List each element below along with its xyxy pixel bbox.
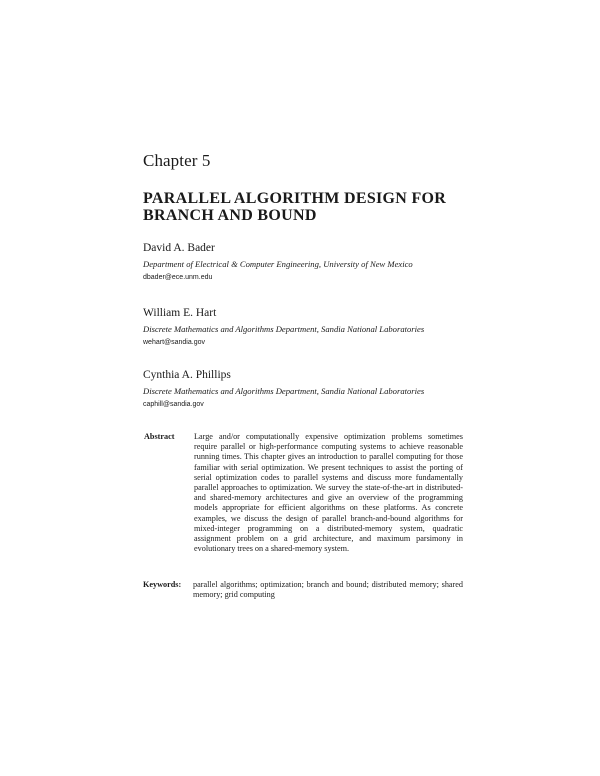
- author-email: caphill@sandia.gov: [143, 401, 204, 408]
- chapter-title-line: PARALLEL ALGORITHM DESIGN FOR: [143, 190, 447, 207]
- author-block: [143, 241, 503, 283]
- author-name: David A. Bader: [143, 242, 215, 254]
- author-name: William E. Hart: [143, 307, 217, 319]
- chapter-title: [143, 190, 473, 224]
- keywords-section: [143, 580, 463, 600]
- chapter-title-line: BRANCH AND BOUND: [143, 207, 317, 224]
- abstract-label: Abstract: [144, 432, 175, 441]
- abstract-section: [143, 432, 463, 554]
- author-affiliation: Department of Electrical & Computer Engineering, University of New Mexico: [143, 259, 413, 269]
- author-email: dbader@ece.unm.edu: [143, 274, 213, 281]
- abstract-text: Large and/or computationally expensive optimization problems sometimes require parallel or high-performance computing systems to achieve reasonable running times. This chapter gives an introduction to parallel computing for those familiar with serial optimization. We present techniques to assist the porting of serial optimization codes to parallel systems and discuss more fundamentally parallel approaches to optimization. We survey the state-of-the-art in distributed- and shared-memory architectures and give an overview of the programming models appropriate for efficient algorithms on these platforms. As concrete examples, we discuss the design of parallel branch-and-bound algorithms for mixed-integer programming on a distributed-memory system, quadratic assignment problem on a grid architecture, and maximum parsimony in evolutionary trees on a shared-memory system.: [194, 432, 463, 554]
- author-block: [143, 368, 503, 410]
- author-affiliation: Discrete Mathematics and Algorithms Department, Sandia National Laboratories: [143, 324, 425, 334]
- author-block: [143, 306, 503, 348]
- keywords-text: parallel algorithms; optimization; branch and bound; distributed memory; shared memory; grid computing: [193, 580, 463, 600]
- keywords-label: Keywords:: [143, 580, 182, 589]
- author-affiliation: Discrete Mathematics and Algorithms Department, Sandia National Laboratories: [143, 386, 425, 396]
- author-name: Cynthia A. Phillips: [143, 369, 231, 381]
- chapter-label: Chapter 5: [143, 151, 211, 170]
- author-email: wehart@sandia.gov: [143, 339, 205, 346]
